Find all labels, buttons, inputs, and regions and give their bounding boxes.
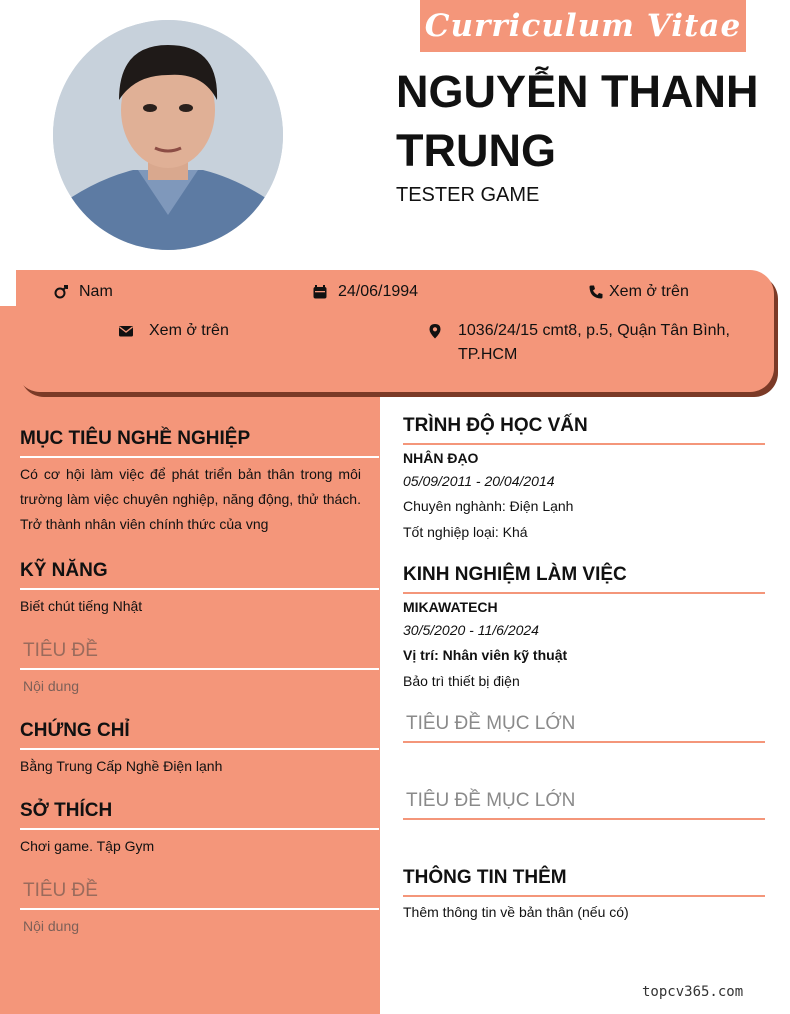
job-title: TESTER GAME [396, 184, 540, 206]
experience-company: MIKAWATECH [403, 599, 498, 615]
placeholder-section-title-1[interactable]: TIÊU ĐỀ MỤC LỚN [403, 713, 765, 743]
contact-email [118, 319, 229, 343]
gender-value: Nam [79, 283, 113, 300]
certificates-title: CHỨNG CHỈ [20, 720, 379, 750]
hobbies-title: SỞ THÍCH [20, 800, 379, 830]
education-school: NHÂN ĐẠO [403, 450, 479, 466]
custom-section-text-2[interactable]: Nội dung [23, 918, 80, 934]
experience-period: 30/5/2020 - 11/6/2024 [403, 622, 539, 638]
hobbies-text: Chơi game. Tập Gym [20, 838, 155, 854]
experience-description: Bảo trì thiết bị điện [403, 673, 520, 689]
education-major: Chuyên nghành: Điện Lạnh [403, 498, 574, 514]
experience-title: KINH NGHIỆM LÀM VIỆC [403, 564, 765, 594]
education-grade: Tốt nghiệp loại: Khá [403, 524, 528, 540]
objective-text: Có cơ hội làm việc để phát triển bản thân trong môi trường làm việc chuyên nghiệp, năng động, thử thách. Trở thành nhân viên chính thức của vng [20, 466, 361, 532]
custom-section-title-1[interactable]: TIÊU ĐỀ [20, 640, 379, 670]
contact-phone [588, 280, 689, 304]
location-pin-icon [427, 323, 443, 339]
certificates-text: Bằng Trung Cấp Nghề Điện lạnh [20, 758, 223, 774]
contact-birthday [312, 280, 418, 304]
cv-banner: Curriculum Vitae [420, 0, 746, 52]
objective-title: MỤC TIÊU NGHỀ NGHIỆP [20, 428, 379, 458]
education-title: TRÌNH ĐỘ HỌC VẤN [403, 415, 765, 445]
gender-icon [53, 284, 69, 300]
watermark: topcv365.com [642, 984, 744, 1000]
phone-icon [588, 284, 604, 300]
birthday-value: 24/06/1994 [338, 283, 419, 300]
placeholder-section-title-2[interactable]: TIÊU ĐỀ MỤC LỚN [403, 790, 765, 820]
envelope-icon [118, 323, 134, 339]
skills-text: Biết chút tiếng Nhật [20, 598, 143, 614]
custom-section-title-2[interactable]: TIÊU ĐỀ [20, 880, 379, 910]
extra-info-text: Thêm thông tin về bản thân (nếu có) [403, 904, 629, 920]
extra-info-title: THÔNG TIN THÊM [403, 867, 765, 897]
address-value: 1036/24/15 cmt8, p.5, Quận Tân Bình, TP.HCM [458, 322, 730, 363]
skills-title: KỸ NĂNG [20, 560, 379, 590]
contact-address [427, 319, 747, 367]
email-value: Xem ở trên [149, 322, 229, 339]
profile-photo [53, 20, 283, 250]
contact-gender [53, 280, 113, 304]
phone-value: Xem ở trên [609, 283, 689, 300]
calendar-icon [312, 284, 328, 300]
education-period: 05/09/2011 - 20/04/2014 [403, 473, 555, 489]
full-name: NGUYỄN THANH TRUNG [396, 66, 759, 176]
experience-position: Vị trí: Nhân viên kỹ thuật [403, 647, 568, 663]
custom-section-text-1[interactable]: Nội dung [23, 678, 80, 694]
